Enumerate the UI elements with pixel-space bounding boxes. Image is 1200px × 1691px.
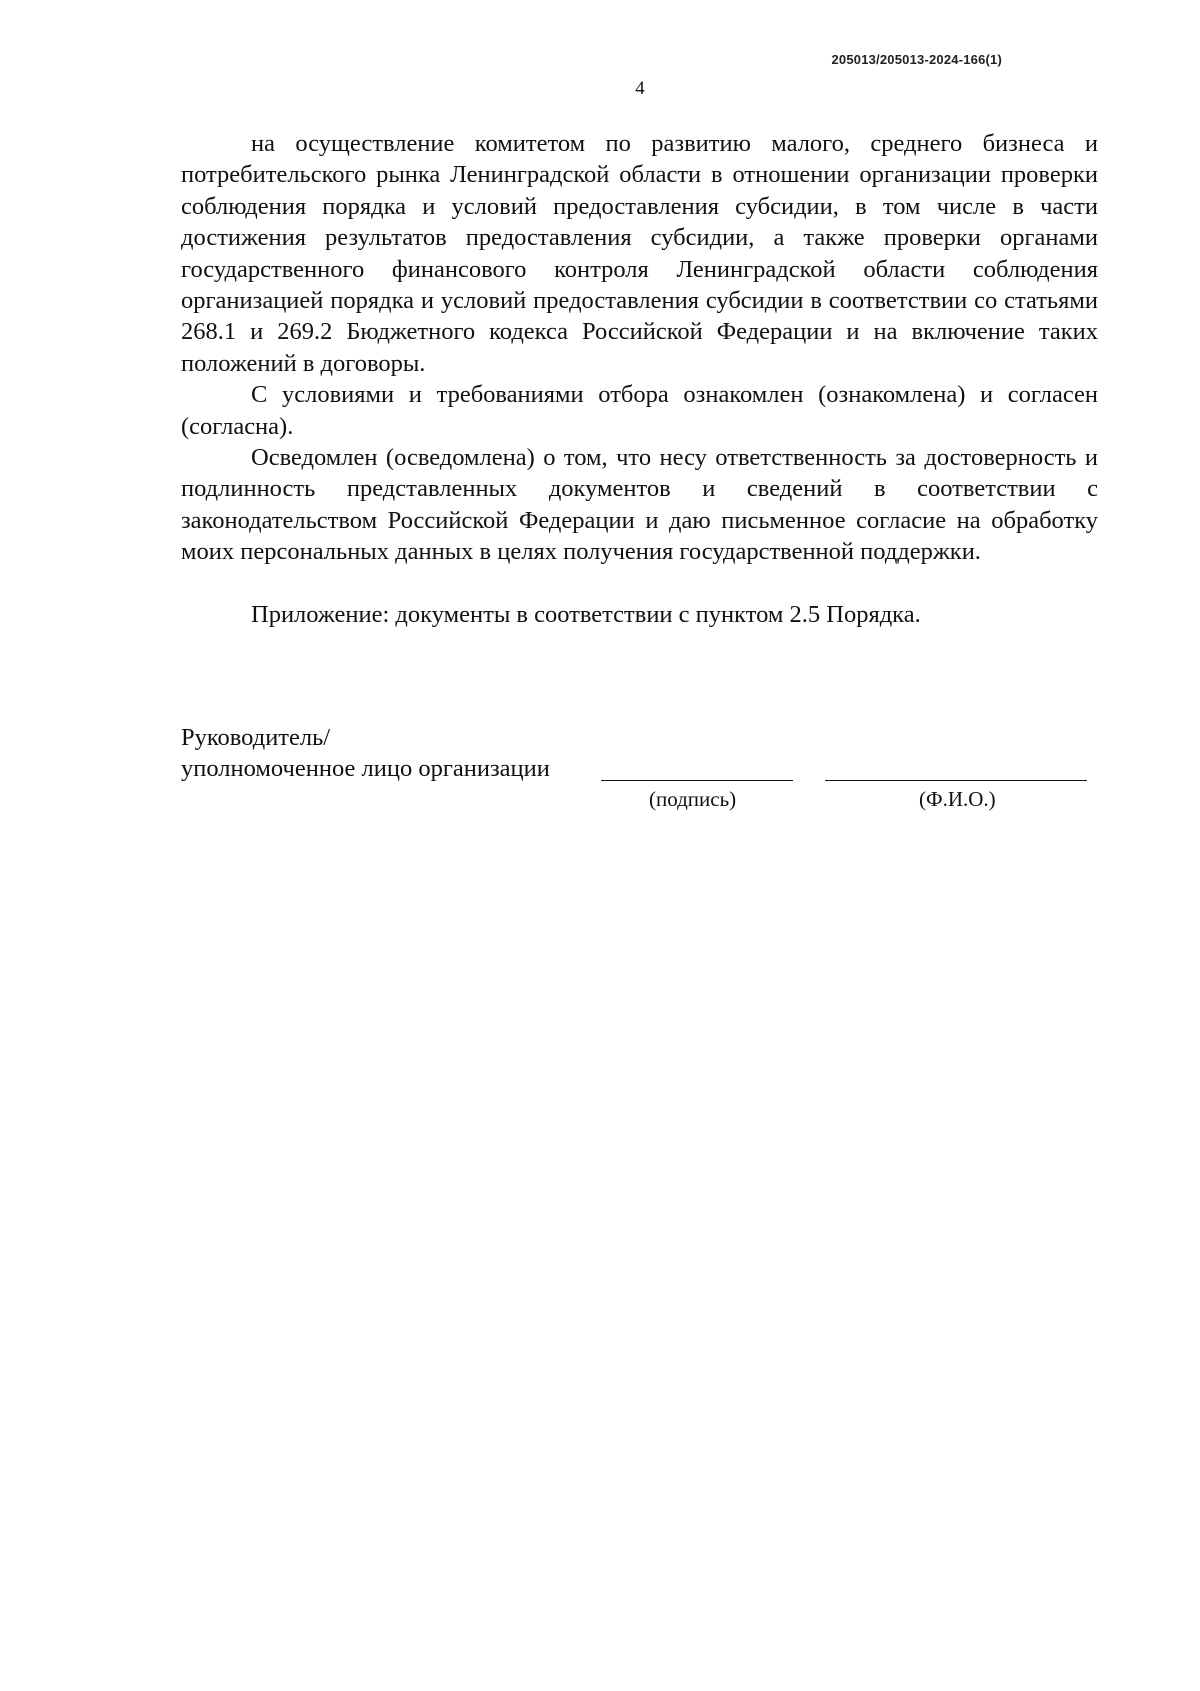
signature-caption: (подпись) xyxy=(649,787,737,812)
signature-blank-line xyxy=(601,780,793,781)
full-name-caption: (Ф.И.О.) xyxy=(919,787,996,812)
full-name-blank-line xyxy=(825,780,1087,781)
consent-paragraph: на осуществление комитетом по развитию малого, среднего бизнеса и потребительского рынка Ленинградской области в отношении организации проверки соблюдения порядка и условий предоставления субсидии, в том числе в части достижения результатов предоставления субсидии, а также проверки органами государственного финансового контроля Ленинградской области соблюдения организацией порядка и условий предоставления субсидии в соответствии со статьями 268.1 и 269.2 Бюджетного кодекса Российской Федерации и на включение таких положений в договоры. xyxy=(181,130,1098,377)
responsibility-paragraph: Осведомлен (осведомлена) о том, что несу ответственность за достоверность и подлинность представленных документов и сведений в соответствии с законодательством Российской Федерации и даю письменное согласие на обработку моих персональных данных в целях получения государственной поддержки. xyxy=(181,444,1098,566)
attachment-line: Приложение: документы в соответствии с пунктом 2.5 Порядка. xyxy=(251,600,921,628)
acknowledgement-paragraph: С условиями и требованиями отбора ознакомлен (ознакомлена) и согласен (согласна). xyxy=(181,381,1098,440)
page-number: 4 xyxy=(635,78,645,99)
signature-captions xyxy=(181,784,1098,814)
paragraph-spacer xyxy=(181,568,1098,599)
signature-line-row xyxy=(181,753,1098,784)
signatory-role-line1: Руководитель/ xyxy=(181,724,331,751)
document-body xyxy=(181,128,1098,630)
signature-block xyxy=(181,722,1098,814)
signatory-role-line2: уполномоченное лицо организации xyxy=(181,755,550,783)
document-id: 205013/205013-2024-166(1) xyxy=(831,52,1002,67)
